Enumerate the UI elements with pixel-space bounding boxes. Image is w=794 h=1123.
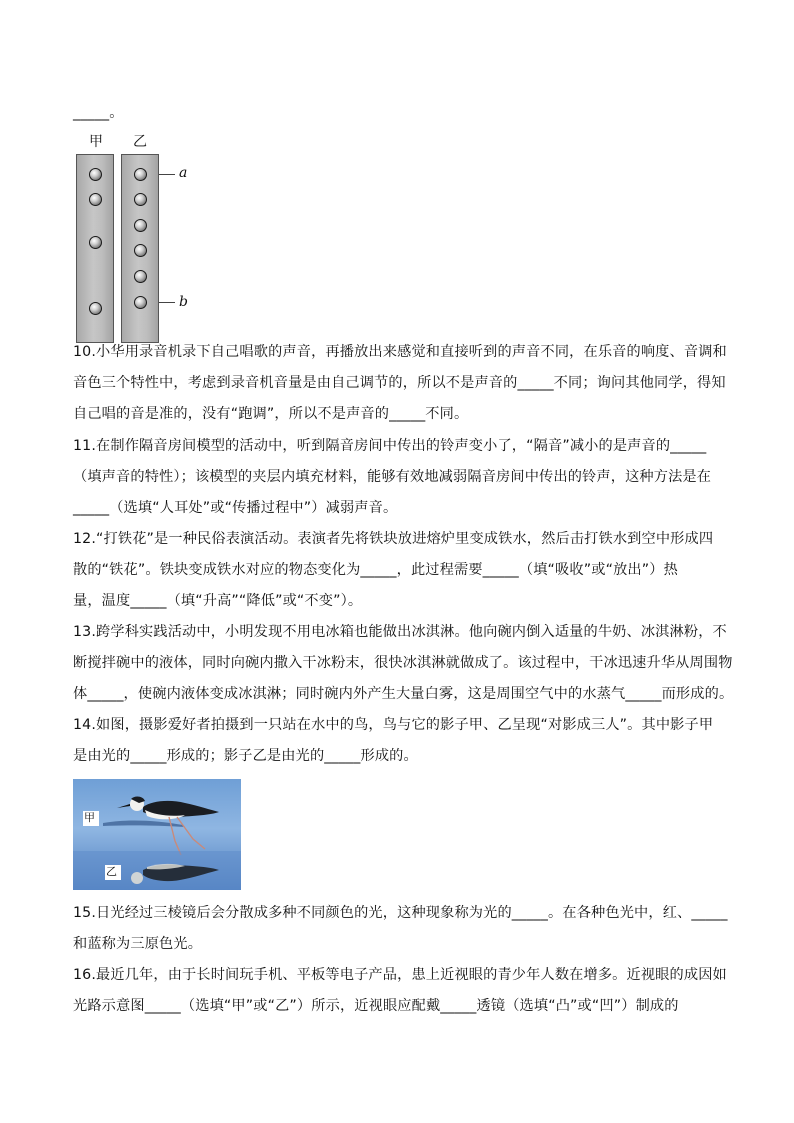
tube-label-yi: 乙 (133, 134, 147, 150)
ball (89, 302, 102, 315)
ball (134, 244, 147, 257)
question-14-line-2: 是由光的_____形成的；影子乙是由光的_____形成的。 (73, 748, 418, 764)
question-14-line-1: 14.如图，摄影爱好者拍摄到一只站在水中的鸟，鸟与它的影子甲、乙呈现“对影成三人”。其中影子甲 (73, 717, 714, 733)
question-16-line-1: 16.最近几年，由于长时间玩手机、平板等电子产品，患上近视眼的青少年人数在增多。近视眼的成因如 (73, 967, 727, 983)
question-15-line-1: 15.日光经过三棱镜后会分散成多种不同颜色的光，这种现象称为光的_____。在各种色光中，红、_____ (73, 905, 728, 921)
bird-shadow-label-jia: 甲 (84, 811, 95, 824)
ball (89, 168, 102, 181)
ball (134, 193, 147, 206)
ball (134, 219, 147, 232)
bird-photo (73, 779, 241, 890)
bird-shadow-label-yi: 乙 (106, 865, 117, 878)
answer-blank-continuation: _____。 (73, 105, 124, 121)
bird-photo-image (73, 779, 241, 890)
ball (89, 236, 102, 249)
question-10-line-3: 自己唱的音是准的，没有“跑调”，所以不是声音的_____不同。 (73, 406, 469, 422)
question-10-line-2: 音色三个特性中，考虑到录音机音量是由自己调节的，所以不是声音的_____不同；询问其他同学，得知 (73, 375, 726, 391)
tube-label-jia: 甲 (89, 134, 103, 150)
question-11-line-3: _____（选填“人耳处”或“传播过程中”）减弱声音。 (73, 500, 398, 516)
marker-label-b: b (179, 294, 188, 310)
question-11-line-1: 11.在制作隔音房间模型的活动中，听到隔音房间中传出的铃声变小了，“隔音”减小的是声音的_____ (73, 438, 707, 454)
question-12-line-2: 散的“铁花”。铁块变成铁水对应的物态变化为_____，此过程需要_____（填“吸收”或“放出”）热 (73, 562, 678, 578)
tube-jia (76, 154, 114, 343)
ball (134, 270, 147, 283)
ball (134, 168, 147, 181)
question-12-line-1: 12.“打铁花”是一种民俗表演活动。表演者先将铁块放进熔炉里变成铁水，然后击打铁水到空中形成四 (73, 531, 714, 547)
question-12-line-3: 量，温度_____（填“升高”“降低”或“不变”）。 (73, 593, 363, 609)
question-13-line-1: 13.跨学科实践活动中，小明发现不用电冰箱也能做出冰淇淋。他向碗内倒入适量的牛奶、冰淇淋粉，不 (73, 624, 727, 640)
ball (134, 296, 147, 309)
question-13-line-3: 体_____，使碗内液体变成冰淇淋；同时碗内外产生大量白雾，这是周围空气中的水蒸气_____而形成的。 (73, 686, 734, 702)
tube-yi (121, 154, 159, 343)
question-16-line-2: 光路示意图_____（选填“甲”或“乙”）所示，近视眼应配戴_____透镜（选填“凸”或“凹”）制成的 (73, 998, 679, 1014)
question-15-line-2: 和蓝称为三原色光。 (73, 936, 203, 952)
question-13-line-2: 断搅拌碗中的液体，同时向碗内撒入干冰粉末，很快冰淇淋就做成了。该过程中，干冰迅速升华从周围物 (73, 655, 733, 671)
marker-line-b (159, 302, 175, 303)
marker-label-a: a (179, 165, 188, 181)
marker-line-a (159, 174, 175, 175)
ball (89, 193, 102, 206)
question-11-line-2: （填声音的特性）；该模型的夹层内填充材料，能够有效地减弱隔音房间中传出的铃声，这种方法是在 (73, 469, 712, 485)
question-10-line-1: 10.小华用录音机录下自己唱歌的声音，再播放出来感觉和直接听到的声音不同，在乐音的响度、音调和 (73, 344, 727, 360)
